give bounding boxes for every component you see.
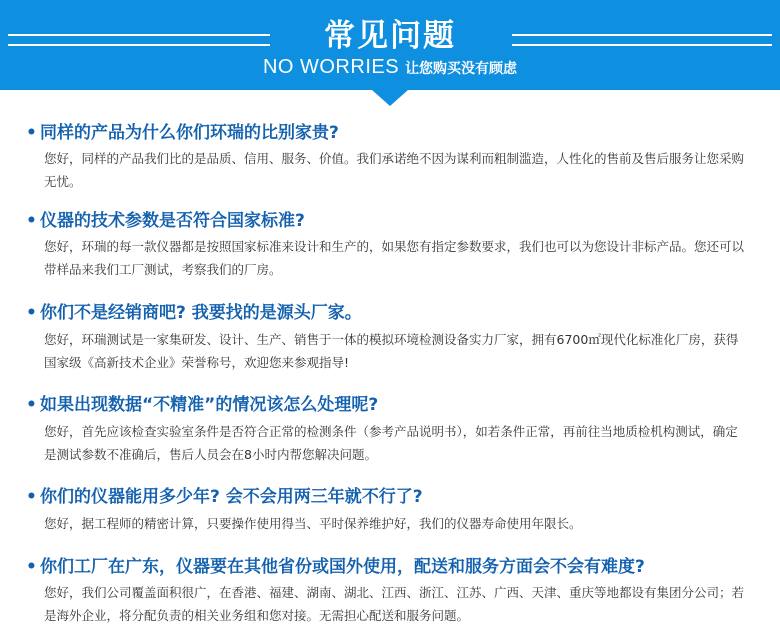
- subtitle: [0, 56, 780, 79]
- faq-answer: 您好，据工程师的精密计算，只要操作使用得当、平时保养维护好，我们的仪器寿命使用年限长。: [44, 516, 582, 531]
- header-banner: [0, 0, 780, 90]
- bullet-icon: •: [26, 487, 37, 507]
- bullet-icon: •: [26, 123, 37, 143]
- bullet-icon: •: [26, 303, 37, 323]
- faq-answer: 您好，环瑞的每一款仪器都是按照国家标准来设计和生产的，如果您有指定参数要求，我们也可以为您设计非标产品。您还可以带样品来我们工厂测试，考察我们的厂房。: [44, 239, 745, 277]
- faq-question: • 同样的产品为什么你们环瑞的比别家贵?: [26, 123, 339, 143]
- bullet-icon: •: [26, 395, 37, 415]
- subtitle-en: NO WORRIES: [262, 56, 400, 78]
- faq-question: • 你们工厂在广东，仪器要在其他省份或国外使用，配送和服务方面会不会有难度?: [26, 557, 645, 577]
- faq-answer: 您好，环瑞测试是一家集研发、设计、生产、销售于一体的模拟环境检测设备实力厂家，拥有6700㎡现代化标准化厂房，获得国家级《高新技术企业》荣誉称号，欢迎您来参观指导!: [44, 332, 739, 370]
- faq-answer: 您好，我们公司覆盖面积很广，在香港、福建、湖南、湖北、江西、浙江、江苏、广西、天津、重庆等地都设有集团分公司；若是海外企业，将分配负责的相关业务组和您对接。无需担心配送和服务问题。: [44, 585, 745, 623]
- page-title: 常见问题: [324, 18, 456, 54]
- faq-answer: 您好，同样的产品我们比的是品质、信用、服务、价值。我们承诺绝不因为谋利而粗制滥造，人性化的售前及售后服务让您采购无忧。: [44, 151, 745, 189]
- bullet-icon: •: [26, 557, 37, 577]
- bullet-icon: •: [26, 211, 37, 231]
- faq-question: • 仪器的技术参数是否符合国家标准?: [26, 211, 305, 231]
- faq-question: • 如果出现数据“不精准”的情况该怎么处理呢?: [26, 395, 379, 415]
- banner-pointer: [372, 90, 408, 106]
- faq-question: • 你们的仪器能用多少年? 会不会用两三年就不行了?: [26, 487, 423, 507]
- faq-question: • 你们不是经销商吧? 我要找的是源头厂家。: [26, 303, 362, 323]
- subtitle-cn: 让您购买没有顾虑: [405, 61, 518, 77]
- faq-answer: 您好，首先应该检查实验室条件是否符合正常的检测条件（参考产品说明书），如若条件正常，再前往当地质检机构测试，确定是测试参数不准确后，售后人员会在8小时内帮您解决问题。: [44, 424, 738, 462]
